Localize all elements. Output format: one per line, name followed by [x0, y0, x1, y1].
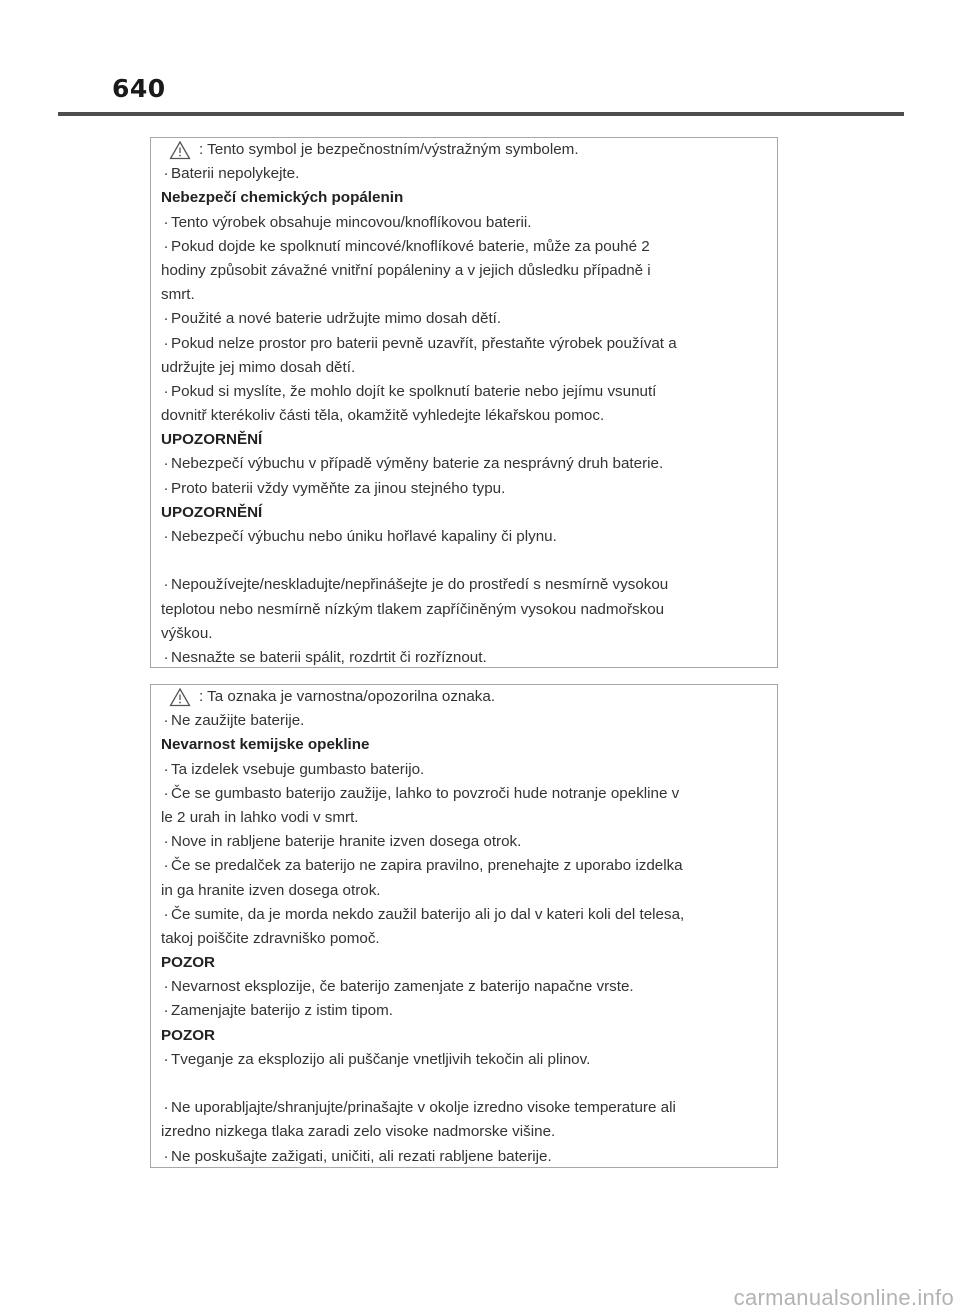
- bullet-icon: ·: [163, 648, 169, 666]
- line-text: in ga hranite izven dosega otrok.: [161, 881, 381, 899]
- text-line: [161, 162, 767, 186]
- watermark: carmanualsonline.info: [733, 1285, 954, 1310]
- text-line: [161, 283, 767, 307]
- text-line: [161, 879, 767, 903]
- line-text: Nove in rabljene baterije hranite izven dosega otrok.: [171, 833, 522, 851]
- line-text: Če sumite, da je morda nekdo zaužil baterijo ali jo dal v kateri koli del telesa,: [171, 905, 685, 923]
- line-text: udržujte jej mimo dosah dětí.: [161, 358, 356, 376]
- line-text: Tento výrobek obsahuje mincovou/knoflíkovou baterii.: [171, 213, 532, 231]
- line-text: Ne uporabljajte/shranjujte/prinašajte v okolje izredno visoke temperature ali: [171, 1099, 676, 1117]
- line-text: Pokud si myslíte, že mohlo dojít ke spolknutí baterie nebo jejímu vsunutí: [171, 382, 657, 400]
- czech-warning-symbol-line: [161, 138, 767, 162]
- text-line: [161, 1096, 767, 1120]
- czech-warning-box: [150, 137, 778, 668]
- line-text: izredno nizkega tlaka zaradi zelo visoke nadmorske višine.: [161, 1123, 556, 1141]
- text-line: [161, 404, 767, 428]
- bullet-icon: ·: [163, 479, 169, 497]
- line-text: Tveganje za eksplozijo ali puščanje vnetljivih tekočin ali plinov.: [171, 1050, 591, 1068]
- text-line: [161, 1120, 767, 1144]
- bullet-icon: ·: [163, 905, 169, 923]
- text-line: [161, 356, 767, 380]
- bullet-icon: ·: [163, 576, 169, 594]
- section-heading: [161, 428, 767, 452]
- text-line: [161, 1048, 767, 1072]
- section-heading: [161, 186, 767, 210]
- text-line: [161, 806, 767, 830]
- text-line: [161, 380, 767, 404]
- line-text: Baterii nepolykejte.: [171, 165, 300, 183]
- line-text: Nevarnost kemijske opekline: [161, 736, 370, 754]
- line-text: Nebezpečí výbuchu nebo úniku hořlavé kapaliny či plynu.: [171, 528, 557, 545]
- blank-line: [161, 1072, 767, 1096]
- line-text: Proto baterii vždy vyměňte za jinou stejného typu.: [171, 479, 506, 497]
- bullet-icon: ·: [163, 978, 169, 996]
- text-line: [161, 211, 767, 235]
- text-line: [161, 622, 767, 646]
- bullet-icon: ·: [163, 382, 169, 400]
- line-text: takoj poiščite zdravniško pomoč.: [161, 929, 380, 947]
- header-rule: [58, 112, 904, 116]
- bullet-icon: ·: [163, 528, 169, 545]
- line-text: Zamenjajte baterijo z istim tipom.: [171, 1002, 393, 1020]
- text-line: [161, 903, 767, 927]
- section-heading: [161, 1024, 767, 1048]
- bullet-icon: ·: [163, 784, 169, 802]
- text-line: [161, 646, 767, 670]
- section-heading: [161, 501, 767, 525]
- line-text: POZOR: [161, 954, 216, 972]
- text-line: [161, 477, 767, 501]
- line-text: hodiny způsobit závažné vnitřní popáleniny a v jejich důsledku případně i: [161, 261, 651, 279]
- section-heading: [161, 951, 767, 975]
- line-text: Pokud dojde ke spolknutí mincové/knoflíkové baterie, může za pouhé 2: [171, 237, 650, 255]
- text-line: [161, 259, 767, 283]
- warning-triangle-icon: [169, 140, 191, 160]
- text-line: [161, 598, 767, 622]
- text-line: [161, 709, 767, 733]
- line-text: Nevarnost eksplozije, če baterijo zamenjate z baterijo napačne vrste.: [171, 978, 634, 996]
- bullet-icon: ·: [163, 310, 169, 328]
- slovene-warning-box: [150, 684, 778, 1168]
- text-line: [161, 975, 767, 999]
- warning-triangle-icon: [169, 687, 191, 707]
- text-line: [161, 573, 767, 597]
- text-line: [161, 235, 767, 259]
- text-line: [161, 1145, 767, 1169]
- bullet-icon: ·: [163, 237, 169, 255]
- bullet-icon: ·: [163, 455, 169, 473]
- line-text: teplotou nebo nesmírně nízkým tlakem zapříčiněným vysokou nadmořskou: [161, 600, 665, 618]
- page-number: 640: [112, 74, 166, 103]
- bullet-icon: ·: [163, 334, 169, 352]
- slovene-lines: [161, 709, 767, 1169]
- line-text: Pokud nelze prostor pro baterii pevně uzavřít, přestaňte výrobek používat a: [171, 334, 677, 352]
- line-text: Če se gumbasto baterijo zaužije, lahko to povzroči hude notranje opekline v: [171, 784, 680, 802]
- text-line: [161, 758, 767, 782]
- line-text: UPOZORNĚNÍ: [161, 503, 263, 521]
- line-text: Nepoužívejte/neskladujte/nepřinášejte je do prostředí s nesmírně vysokou: [171, 576, 669, 594]
- slovene-warning-symbol-line: [161, 685, 767, 709]
- bullet-icon: ·: [163, 1099, 169, 1117]
- line-text: Nebezpečí chemických popálenin: [161, 189, 404, 207]
- bullet-icon: ·: [163, 1147, 169, 1165]
- text-line: [161, 452, 767, 476]
- line-text: Če se predalček za baterijo ne zapira pravilno, prenehajte z uporabo izdelka: [171, 857, 683, 875]
- section-heading: [161, 733, 767, 757]
- bullet-icon: ·: [163, 760, 169, 778]
- bullet-icon: ·: [163, 165, 169, 183]
- bullet-icon: ·: [163, 857, 169, 875]
- bullet-icon: ·: [163, 213, 169, 231]
- line-text: výškou.: [161, 624, 213, 642]
- slovene-warning-symbol-text: : Ta oznaka je varnostna/opozorilna oznaka.: [199, 688, 496, 705]
- text-line: [161, 854, 767, 878]
- bullet-icon: ·: [163, 1050, 169, 1068]
- text-line: [161, 525, 767, 549]
- bullet-icon: ·: [163, 833, 169, 851]
- line-text: Nebezpečí výbuchu v případě výměny baterie za nesprávný druh baterie.: [171, 455, 664, 473]
- line-text: Použité a nové baterie udržujte mimo dosah dětí.: [171, 310, 502, 328]
- text-line: [161, 782, 767, 806]
- line-text: Nesnažte se baterii spálit, rozdrtit či rozříznout.: [171, 648, 487, 666]
- bullet-icon: ·: [163, 712, 169, 730]
- czech-lines: [161, 162, 767, 670]
- czech-warning-symbol-text: : Tento symbol je bezpečnostním/výstražným symbolem.: [199, 141, 579, 158]
- text-line: [161, 927, 767, 951]
- text-line: [161, 999, 767, 1023]
- line-text: UPOZORNĚNÍ: [161, 431, 263, 449]
- line-text: dovnitř kterékoliv části těla, okamžitě vyhledejte lékařskou pomoc.: [161, 407, 605, 425]
- line-text: Ne zaužijte baterije.: [171, 712, 305, 730]
- line-text: Ta izdelek vsebuje gumbasto baterijo.: [171, 760, 425, 778]
- line-text: le 2 urah in lahko vodi v smrt.: [161, 808, 359, 826]
- line-text: POZOR: [161, 1026, 216, 1044]
- text-line: [161, 830, 767, 854]
- text-line: [161, 332, 767, 356]
- blank-line: [161, 549, 767, 573]
- text-line: [161, 307, 767, 331]
- line-text: Ne poskušajte zažigati, uničiti, ali rezati rabljene baterije.: [171, 1147, 552, 1165]
- line-text: smrt.: [161, 286, 195, 304]
- bullet-icon: ·: [163, 1002, 169, 1020]
